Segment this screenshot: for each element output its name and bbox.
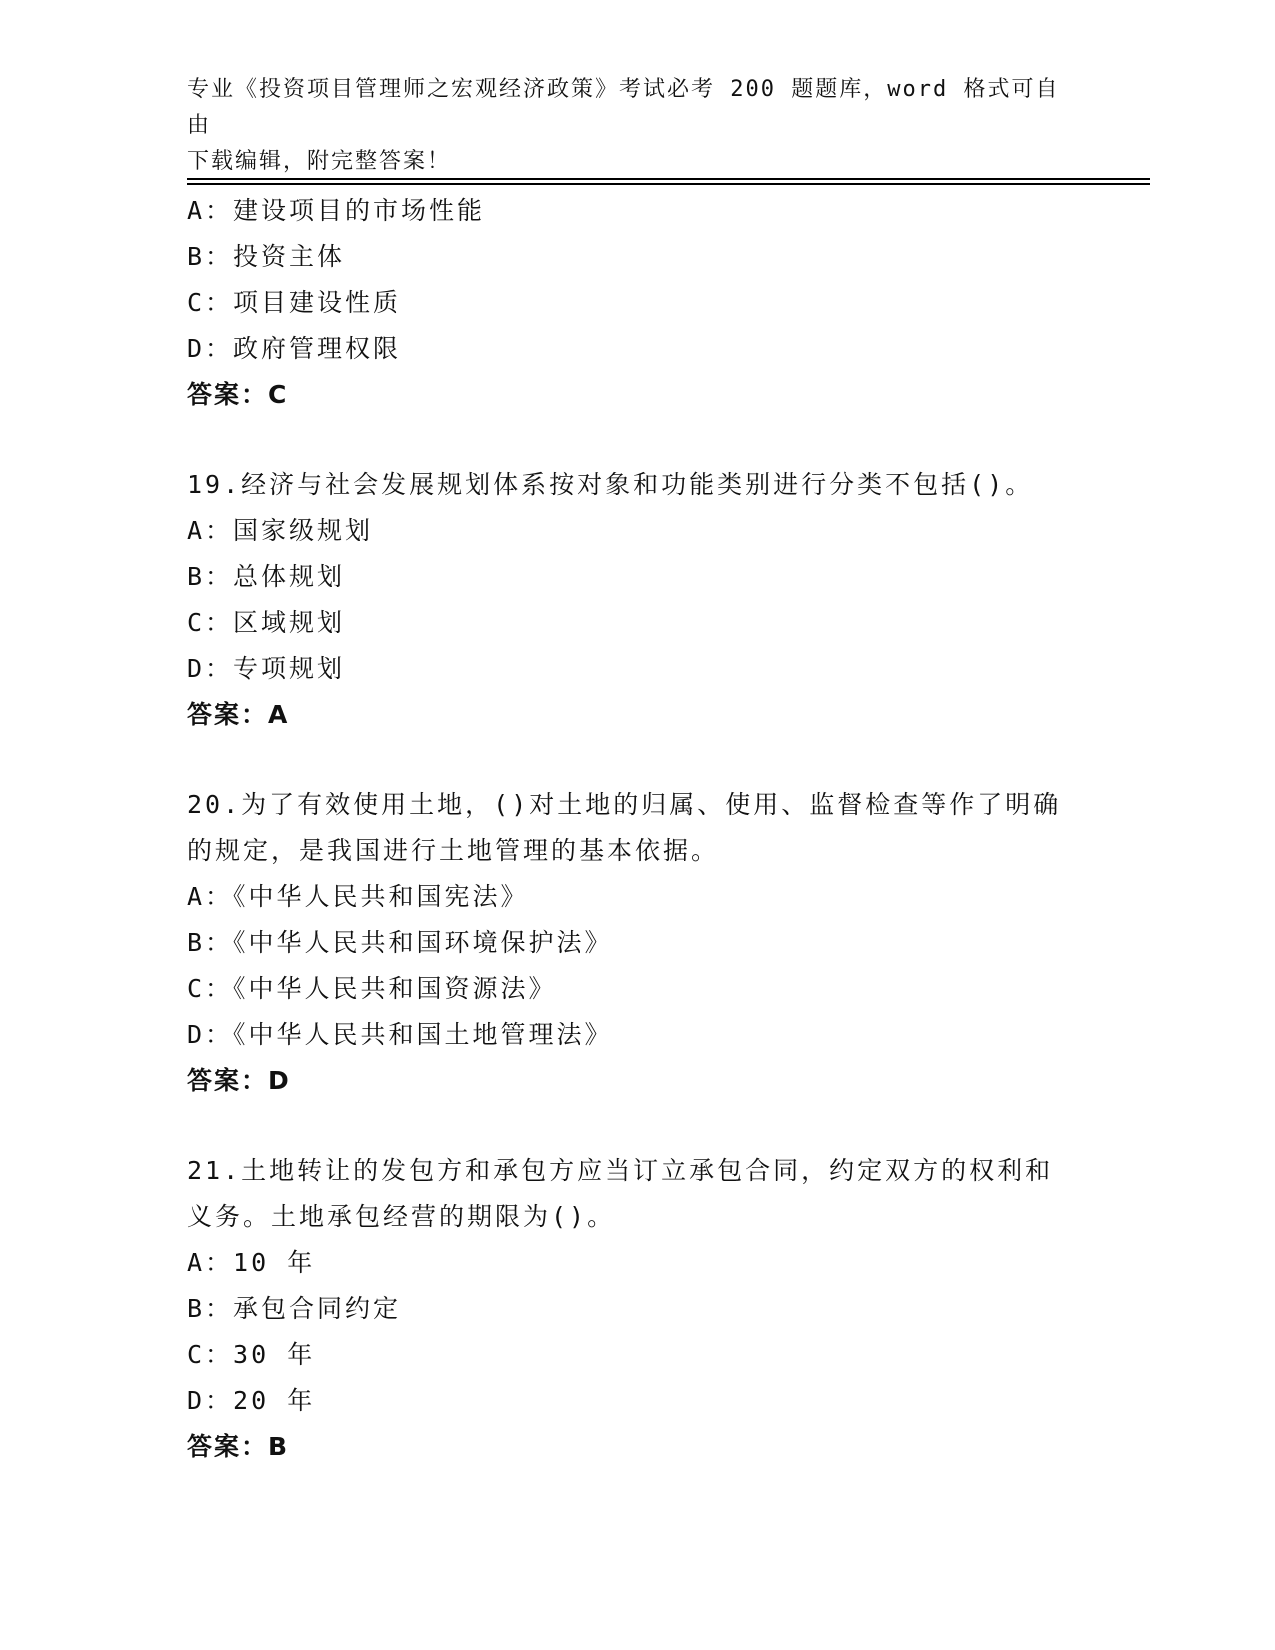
option-d: D：政府管理权限: [187, 334, 402, 363]
question-stem-line-1: 20.为了有效使用土地，()对土地的归属、使用、监督检查等作了明确: [187, 790, 1062, 819]
question-stem-line-2: 的规定，是我国进行土地管理的基本依据。: [187, 836, 720, 865]
option-d: D：《中华人民共和国土地管理法》: [187, 1020, 613, 1049]
answer-line: 答案：D: [187, 1066, 291, 1095]
option-b: B：《中华人民共和国环境保护法》: [187, 928, 613, 957]
option-c: C：区域规划: [187, 608, 346, 637]
header-divider-bottom: [187, 183, 1150, 185]
option-d: D：20 年: [187, 1386, 316, 1415]
header-divider-top: [187, 178, 1150, 180]
option-c: C：项目建设性质: [187, 288, 402, 317]
question-stem: 19.经济与社会发展规划体系按对象和功能类别进行分类不包括()。: [187, 470, 1034, 499]
option-c: C：《中华人民共和国资源法》: [187, 974, 557, 1003]
spacer: [187, 1104, 1087, 1148]
option-b: B：总体规划: [187, 562, 346, 591]
question-20: [187, 782, 1087, 1104]
question-stem-line-2: 义务。土地承包经营的期限为()。: [187, 1202, 616, 1231]
header-title-line-2: 下载编辑，附完整答案！: [187, 149, 452, 174]
option-a: A：《中华人民共和国宪法》: [187, 882, 529, 911]
question-21: [187, 1148, 1087, 1470]
question-18: [187, 188, 1087, 418]
question-stem-line-1: 21.土地转让的发包方和承包方应当订立承包合同，约定双方的权利和: [187, 1156, 1054, 1185]
option-b: B：承包合同约定: [187, 1294, 402, 1323]
header-title-line-1: 专业《投资项目管理师之宏观经济政策》考试必考 200 题题库，word 格式可自由: [187, 77, 1060, 138]
option-d: D：专项规划: [187, 654, 346, 683]
question-list: [187, 188, 1087, 1470]
answer-line: 答案：A: [187, 700, 290, 729]
option-c: C：30 年: [187, 1340, 316, 1369]
option-a: A：10 年: [187, 1248, 316, 1277]
answer-line: 答案：C: [187, 380, 289, 409]
answer-line: 答案：B: [187, 1432, 290, 1461]
option-a: A：建设项目的市场性能: [187, 196, 486, 225]
spacer: [187, 738, 1087, 782]
option-a: A：国家级规划: [187, 516, 374, 545]
document-header: [187, 72, 1067, 180]
spacer: [187, 418, 1087, 462]
option-b: B：投资主体: [187, 242, 346, 271]
question-19: [187, 462, 1087, 738]
